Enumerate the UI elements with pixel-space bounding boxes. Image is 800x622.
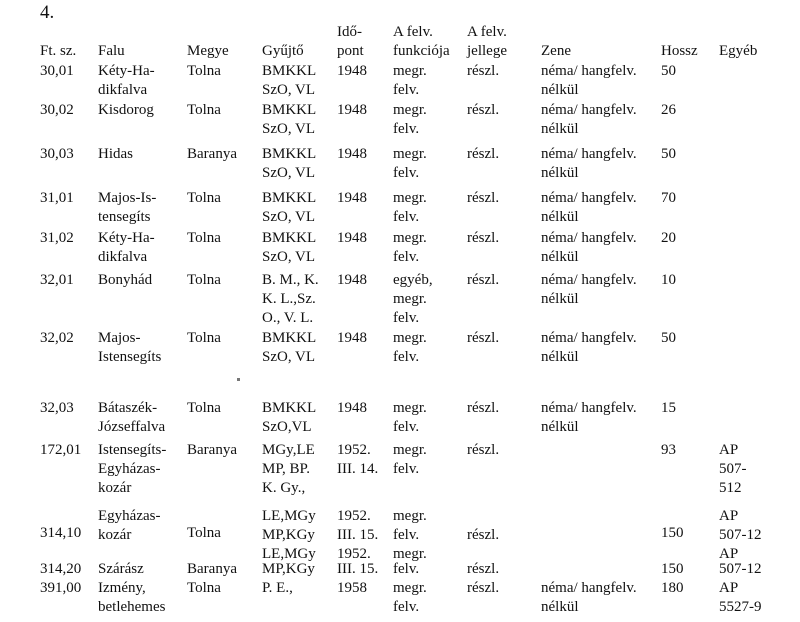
cell-egyeb-line: 507- <box>719 461 747 477</box>
cell-megye <box>187 579 221 598</box>
cell-funkcio <box>393 399 427 437</box>
column-header-gyujto <box>262 42 304 61</box>
cell-hossz-line: 10 <box>661 272 676 288</box>
cell-idopont <box>337 579 367 598</box>
cell-megye-line: Tolna <box>187 230 221 246</box>
cell-funkcio-line: megr. <box>393 508 427 524</box>
cell-egyeb <box>719 560 762 579</box>
cell-funkcio-line: felv. <box>393 527 420 543</box>
cell-funkcio-line: egyéb, <box>393 272 433 288</box>
cell-megye <box>187 441 237 460</box>
cell-gyujto-line: SzO, VL <box>262 209 316 225</box>
cell-jelleg <box>467 560 499 579</box>
cell-jelleg-line: részl. <box>467 442 500 458</box>
cell-gyujto-line: P. E., <box>262 580 293 596</box>
cell-hossz-line: 93 <box>661 442 676 458</box>
cell-falu-line: Istensegíts- <box>98 442 167 458</box>
cell-megye-line: Tolna <box>187 63 221 79</box>
cell-funkcio-line: felv. <box>393 310 420 326</box>
cell-funkcio-line: felv. <box>393 561 420 577</box>
cell-falu-line: Majos-Is- <box>98 190 157 206</box>
cell-jelleg <box>467 329 499 348</box>
cell-zene-line: nélkül <box>541 121 579 137</box>
cell-hossz <box>661 62 676 81</box>
cell-funkcio-line: felv. <box>393 461 420 477</box>
cell-megye-line: Tolna <box>187 580 221 596</box>
cell-falu-line: Kéty-Ha- <box>98 63 155 79</box>
column-header-idopont-line: pont <box>337 43 364 59</box>
cell-jelleg-line: részl. <box>467 400 500 416</box>
cell-egyeb <box>719 441 747 498</box>
cell-jelleg-line: részl. <box>467 146 500 162</box>
cell-egyeb-line: 507-12 <box>719 527 762 543</box>
cell-gyujto-line: BMKKL <box>262 190 317 206</box>
cell-ft-line: 31,02 <box>40 230 74 246</box>
cell-falu <box>98 271 152 290</box>
cell-falu <box>98 145 133 164</box>
column-header-funkcio <box>393 23 450 61</box>
cell-idopont-line: III. 15. <box>337 561 379 577</box>
cell-egyeb-line: 507-12 <box>719 561 762 577</box>
cell-idopont-line: 1952. <box>337 546 371 562</box>
cell-ft-line: 32,02 <box>40 330 74 346</box>
column-header-jelleg <box>467 23 507 61</box>
column-header-falu <box>98 42 125 61</box>
cell-funkcio <box>393 560 419 579</box>
cell-falu-line: Istensegíts <box>98 349 162 365</box>
cell-funkcio-line: megr. <box>393 230 427 246</box>
cell-zene <box>541 579 637 617</box>
cell-gyujto-line: MP, BP. <box>262 461 310 477</box>
cell-idopont <box>337 229 367 248</box>
cell-jelleg <box>467 62 499 81</box>
cell-ft <box>40 189 74 208</box>
cell-idopont <box>337 271 367 290</box>
cell-ft-line: 30,03 <box>40 146 74 162</box>
cell-ft-line: 314,10 <box>40 525 82 541</box>
column-header-egyeb-line: Egyéb <box>719 43 758 59</box>
cell-funkcio-line: megr. <box>393 580 427 596</box>
cell-gyujto-line: BMKKL <box>262 63 317 79</box>
cell-megye <box>187 189 221 208</box>
column-header-gyujto-line: Gyűjtő <box>262 43 304 59</box>
cell-egyeb-line: 512 <box>719 480 742 496</box>
cell-megye-line: Tolna <box>187 102 221 118</box>
cell-zene-line: néma/ hangfelv. <box>541 102 637 118</box>
cell-gyujto <box>262 329 316 367</box>
cell-megye <box>187 524 221 543</box>
cell-zene <box>541 145 637 183</box>
cell-zene-line: néma/ hangfelv. <box>541 190 637 206</box>
cell-megye <box>187 329 221 348</box>
cell-ft <box>40 399 74 418</box>
cell-zene <box>541 101 637 139</box>
cell-ft-line: 31,01 <box>40 190 74 206</box>
cell-ft-line: 391,00 <box>40 580 82 596</box>
cell-idopont-line: 1948 <box>337 63 367 79</box>
cell-ft <box>40 271 74 290</box>
cell-funkcio <box>393 507 427 564</box>
cell-jelleg-line: részl. <box>467 102 500 118</box>
cell-idopont-line: 1948 <box>337 330 367 346</box>
cell-funkcio-line: megr. <box>393 146 427 162</box>
cell-megye <box>187 62 221 81</box>
cell-ft <box>40 329 74 348</box>
cell-funkcio-line: felv. <box>393 349 420 365</box>
cell-hossz <box>661 271 676 290</box>
cell-falu-line: Majos- <box>98 330 141 346</box>
cell-jelleg-line: részl. <box>467 272 500 288</box>
cell-ft <box>40 441 81 460</box>
cell-egyeb-line: AP <box>719 508 739 524</box>
cell-gyujto-line: B. M., K. <box>262 272 319 288</box>
cell-funkcio <box>393 329 427 367</box>
cell-funkcio-line: felv. <box>393 599 420 615</box>
cell-jelleg <box>467 101 499 120</box>
column-header-idopont-line: Idő- <box>337 24 362 40</box>
cell-funkcio-line: megr. <box>393 190 427 206</box>
cell-jelleg <box>467 145 499 164</box>
cell-hossz-line: 20 <box>661 230 676 246</box>
cell-funkcio <box>393 189 427 227</box>
cell-gyujto-line: MP,KGy <box>262 527 315 543</box>
cell-zene-line: nélkül <box>541 209 579 225</box>
cell-zene <box>541 399 637 437</box>
cell-funkcio-line: felv. <box>393 82 420 98</box>
cell-gyujto <box>262 101 316 139</box>
cell-funkcio-line: megr. <box>393 400 427 416</box>
cell-gyujto-line: K. L.,Sz. <box>262 291 316 307</box>
column-header-zene-line: Zene <box>541 43 571 59</box>
cell-megye <box>187 101 221 120</box>
cell-jelleg-line: részl. <box>467 63 500 79</box>
cell-idopont <box>337 189 367 208</box>
column-header-ft <box>40 42 76 61</box>
cell-gyujto-line: O., V. L. <box>262 310 314 326</box>
cell-idopont-line: 1948 <box>337 230 367 246</box>
cell-falu <box>98 101 154 120</box>
cell-gyujto-line: LE,MGy <box>262 546 316 562</box>
cell-funkcio-line: felv. <box>393 121 420 137</box>
cell-zene <box>541 229 637 267</box>
cell-zene-line: néma/ hangfelv. <box>541 63 637 79</box>
cell-megye <box>187 145 237 164</box>
column-header-megye-line: Megye <box>187 43 229 59</box>
cell-ft <box>40 62 74 81</box>
column-header-jelleg-line: A felv. <box>467 24 507 40</box>
cell-hossz-line: 26 <box>661 102 676 118</box>
cell-hossz <box>661 229 676 248</box>
cell-gyujto-line: SzO, VL <box>262 82 316 98</box>
cell-hossz-line: 70 <box>661 190 676 206</box>
cell-megye <box>187 271 221 290</box>
cell-megye-line: Baranya <box>187 146 237 162</box>
cell-falu-line: Izmény, <box>98 580 146 596</box>
cell-egyeb <box>719 507 762 564</box>
cell-hossz <box>661 329 676 348</box>
cell-idopont <box>337 101 367 120</box>
column-header-hossz <box>661 42 698 61</box>
cell-hossz <box>661 524 684 543</box>
column-header-idopont <box>337 23 364 61</box>
column-header-zene <box>541 42 571 61</box>
cell-megye <box>187 399 221 418</box>
cell-egyeb-line: 5527-9 <box>719 599 762 615</box>
cell-idopont-line: 1952. <box>337 508 371 524</box>
cell-idopont <box>337 560 378 579</box>
cell-falu-line: Kéty-Ha- <box>98 230 155 246</box>
cell-falu-line: Egyházas- <box>98 508 161 524</box>
cell-gyujto <box>262 560 315 579</box>
cell-gyujto-line: MP,KGy <box>262 561 315 577</box>
cell-falu <box>98 507 160 545</box>
cell-idopont-line: III. 15. <box>337 527 379 543</box>
cell-funkcio <box>393 145 427 183</box>
cell-funkcio-line: felv. <box>393 209 420 225</box>
cell-egyeb <box>719 579 762 617</box>
cell-jelleg-line: részl. <box>467 561 500 577</box>
cell-gyujto-line: SzO,VL <box>262 419 312 435</box>
cell-ft-line: 172,01 <box>40 442 82 458</box>
cell-zene-line: néma/ hangfelv. <box>541 230 637 246</box>
cell-jelleg <box>467 271 499 290</box>
page-number: 4. <box>40 2 55 23</box>
cell-falu-line: Józseffalva <box>98 419 166 435</box>
cell-gyujto-line: BMKKL <box>262 330 317 346</box>
cell-ft-line: 30,01 <box>40 63 74 79</box>
cell-gyujto-line: SzO, VL <box>262 165 316 181</box>
column-header-megye <box>187 42 229 61</box>
cell-hossz-line: 50 <box>661 63 676 79</box>
cell-falu-line: Szárász <box>98 561 144 577</box>
cell-megye-line: Baranya <box>187 561 237 577</box>
cell-gyujto <box>262 441 315 498</box>
cell-funkcio <box>393 62 427 100</box>
cell-falu-line: kozár <box>98 480 132 496</box>
cell-ft-line: 30,02 <box>40 102 74 118</box>
cell-megye <box>187 229 221 248</box>
cell-jelleg-line: részl. <box>467 580 500 596</box>
cell-jelleg-line: részl. <box>467 330 500 346</box>
cell-funkcio <box>393 101 427 139</box>
cell-ft <box>40 229 74 248</box>
cell-megye-line: Tolna <box>187 525 221 541</box>
cell-ft <box>40 579 81 598</box>
cell-funkcio <box>393 441 427 479</box>
cell-falu <box>98 62 155 100</box>
cell-idopont <box>337 507 378 564</box>
cell-falu-line: tensegíts <box>98 209 151 225</box>
cell-funkcio-line: felv. <box>393 165 420 181</box>
cell-idopont <box>337 62 367 81</box>
cell-zene-line: néma/ hangfelv. <box>541 330 637 346</box>
cell-funkcio <box>393 579 427 617</box>
cell-gyujto <box>262 271 319 328</box>
cell-gyujto-line: K. Gy., <box>262 480 306 496</box>
cell-egyeb-line: AP <box>719 442 739 458</box>
cell-zene-line: néma/ hangfelv. <box>541 580 637 596</box>
column-header-jelleg-line: jellege <box>467 43 507 59</box>
stray-mark <box>237 378 240 381</box>
cell-falu <box>98 399 165 437</box>
cell-hossz <box>661 145 676 164</box>
cell-idopont-line: 1948 <box>337 272 367 288</box>
cell-zene-line: nélkül <box>541 82 579 98</box>
column-header-egyeb <box>719 42 757 61</box>
cell-megye-line: Tolna <box>187 330 221 346</box>
cell-falu <box>98 560 144 579</box>
cell-idopont-line: 1948 <box>337 146 367 162</box>
cell-funkcio-line: megr. <box>393 291 427 307</box>
cell-hossz <box>661 579 684 598</box>
cell-gyujto <box>262 507 316 564</box>
cell-zene-line: nélkül <box>541 599 579 615</box>
cell-falu-line: dikfalva <box>98 249 148 265</box>
cell-zene-line: nélkül <box>541 419 579 435</box>
cell-funkcio-line: megr. <box>393 546 427 562</box>
cell-idopont-line: 1948 <box>337 190 367 206</box>
cell-falu-line: betlehemes <box>98 599 166 615</box>
cell-hossz-line: 180 <box>661 580 684 596</box>
cell-ft <box>40 145 74 164</box>
cell-idopont-line: 1948 <box>337 400 367 416</box>
column-header-hossz-line: Hossz <box>661 43 698 59</box>
cell-zene <box>541 189 637 227</box>
cell-zene-line: nélkül <box>541 291 579 307</box>
cell-zene-line: néma/ hangfelv. <box>541 272 637 288</box>
cell-gyujto <box>262 579 293 598</box>
cell-falu-line: Egyházas- <box>98 461 161 477</box>
cell-falu-line: Bonyhád <box>98 272 153 288</box>
cell-gyujto <box>262 399 316 437</box>
cell-hossz-line: 50 <box>661 330 676 346</box>
cell-zene <box>541 329 637 367</box>
cell-gyujto <box>262 189 316 227</box>
cell-hossz <box>661 560 684 579</box>
cell-hossz-line: 150 <box>661 525 684 541</box>
cell-funkcio-line: felv. <box>393 419 420 435</box>
cell-megye-line: Tolna <box>187 400 221 416</box>
cell-falu <box>98 229 155 267</box>
cell-hossz <box>661 101 676 120</box>
cell-zene <box>541 271 637 309</box>
cell-jelleg <box>467 579 499 598</box>
cell-funkcio-line: megr. <box>393 442 427 458</box>
cell-funkcio-line: megr. <box>393 102 427 118</box>
cell-funkcio <box>393 271 433 328</box>
cell-falu <box>98 329 161 367</box>
cell-jelleg <box>467 189 499 208</box>
cell-zene-line: néma/ hangfelv. <box>541 146 637 162</box>
cell-zene-line: nélkül <box>541 249 579 265</box>
cell-gyujto-line: BMKKL <box>262 400 317 416</box>
cell-idopont <box>337 145 367 164</box>
cell-jelleg-line: részl. <box>467 190 500 206</box>
cell-gyujto-line: BMKKL <box>262 146 317 162</box>
cell-jelleg-line: részl. <box>467 230 500 246</box>
column-header-funkcio-line: funkciója <box>393 43 450 59</box>
cell-falu <box>98 441 166 498</box>
cell-funkcio-line: felv. <box>393 249 420 265</box>
cell-zene <box>541 62 637 100</box>
cell-idopont-line: 1958 <box>337 580 367 596</box>
cell-hossz <box>661 189 676 208</box>
cell-falu <box>98 189 156 227</box>
cell-hossz-line: 15 <box>661 400 676 416</box>
cell-megye-line: Tolna <box>187 190 221 206</box>
cell-gyujto-line: BMKKL <box>262 102 317 118</box>
cell-gyujto-line: BMKKL <box>262 230 317 246</box>
cell-gyujto <box>262 229 316 267</box>
cell-idopont-line: III. 14. <box>337 461 379 477</box>
cell-egyeb-line: AP <box>719 546 739 562</box>
cell-idopont <box>337 329 367 348</box>
cell-megye-line: Tolna <box>187 272 221 288</box>
cell-megye <box>187 560 237 579</box>
cell-funkcio-line: megr. <box>393 330 427 346</box>
cell-gyujto-line: LE,MGy <box>262 508 316 524</box>
cell-falu-line: kozár <box>98 527 132 543</box>
cell-idopont-line: 1952. <box>337 442 371 458</box>
cell-hossz-line: 150 <box>661 561 684 577</box>
cell-falu-line: dikfalva <box>98 82 148 98</box>
cell-hossz <box>661 399 676 418</box>
cell-ft-line: 32,03 <box>40 400 74 416</box>
cell-idopont-line: 1948 <box>337 102 367 118</box>
cell-ft <box>40 560 81 579</box>
cell-jelleg <box>467 399 499 418</box>
cell-ft-line: 32,01 <box>40 272 74 288</box>
cell-egyeb-line: AP <box>719 580 739 596</box>
cell-idopont <box>337 399 367 418</box>
cell-zene-line: néma/ hangfelv. <box>541 400 637 416</box>
cell-jelleg <box>467 229 499 248</box>
cell-zene-line: nélkül <box>541 165 579 181</box>
column-header-falu-line: Falu <box>98 43 125 59</box>
cell-gyujto-line: SzO, VL <box>262 349 316 365</box>
cell-gyujto-line: MGy,LE <box>262 442 315 458</box>
cell-ft-line: 314,20 <box>40 561 82 577</box>
cell-jelleg <box>467 526 499 545</box>
cell-gyujto-line: SzO, VL <box>262 121 316 137</box>
column-header-funkcio-line: A felv. <box>393 24 433 40</box>
cell-falu <box>98 579 165 617</box>
cell-hossz-line: 50 <box>661 146 676 162</box>
cell-falu-line: Bátaszék- <box>98 400 158 416</box>
cell-jelleg-line: részl. <box>467 527 500 543</box>
cell-funkcio <box>393 229 427 267</box>
cell-gyujto-line: SzO, VL <box>262 249 316 265</box>
cell-jelleg <box>467 441 499 460</box>
cell-gyujto <box>262 145 316 183</box>
cell-idopont <box>337 441 378 479</box>
cell-falu-line: Kisdorog <box>98 102 154 118</box>
cell-funkcio-line: megr. <box>393 63 427 79</box>
cell-ft <box>40 101 74 120</box>
cell-hossz <box>661 441 676 460</box>
cell-gyujto <box>262 62 316 100</box>
cell-falu-line: Hidas <box>98 146 133 162</box>
column-header-ft-line: Ft. sz. <box>40 43 77 59</box>
cell-megye-line: Baranya <box>187 442 237 458</box>
cell-ft <box>40 524 81 543</box>
cell-zene-line: nélkül <box>541 349 579 365</box>
